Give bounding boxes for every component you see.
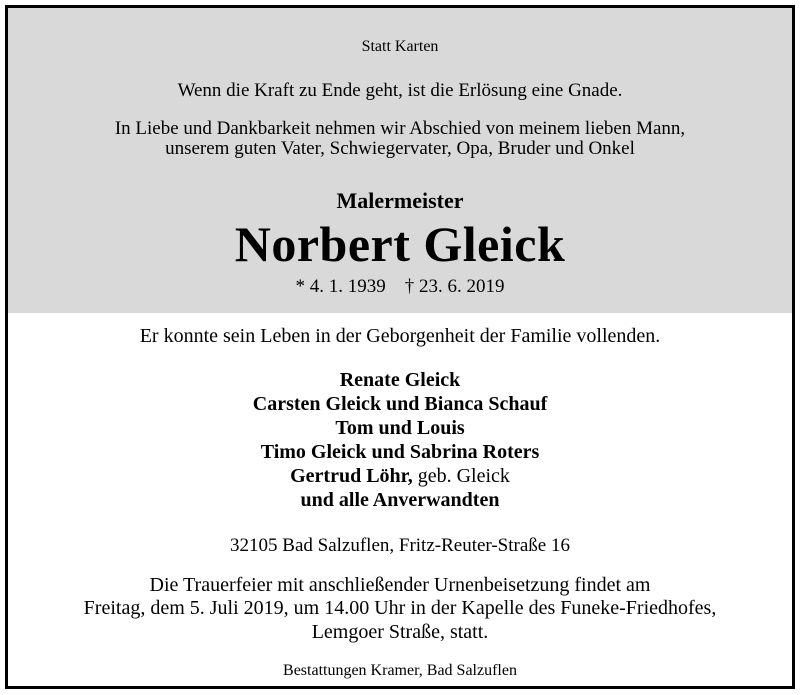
funeral-line-3: Lemgoer Straße, statt. [311, 621, 489, 643]
farewell-line-2: unserem guten Vater, Schwiegervater, Opa, Bruder und Onkel [165, 138, 635, 159]
life-dates: * 4. 1. 1939 † 23. 6. 2019 [295, 276, 505, 297]
mourner-5-name: Gertrud Löhr, [290, 465, 413, 487]
mourner-5 [8, 465, 792, 488]
profession: Malermeister [336, 188, 464, 213]
address: 32105 Bad Salzuflen, Fritz-Reuter-Straße 16 [230, 535, 570, 556]
funeral-line-1: Die Trauerfeier mit anschließender Urnenbeisetzung findet am [149, 574, 651, 596]
quote: Wenn die Kraft zu Ende geht, ist die Erlösung eine Gnade. [177, 80, 623, 101]
mourner-2: Carsten Gleick und Bianca Schauf [252, 393, 548, 415]
funeral-line-2: Freitag, dem 5. Juli 2019, um 14.00 Uhr in der Kapelle des Funeke-Friedhofes, [83, 597, 717, 619]
mourner-4: Timo Gleick und Sabrina Roters [260, 441, 540, 463]
statt-karten: Statt Karten [361, 38, 439, 55]
farewell-line-1: In Liebe und Dankbarkeit nehmen wir Abschied von meinem lieben Mann, [114, 118, 686, 139]
deceased-name: Norbert Gleick [234, 216, 566, 272]
relatives: und alle Anverwandten [300, 489, 500, 511]
obituary-notice [5, 5, 795, 689]
undertaker: Bestattungen Kramer, Bad Salzuflen [283, 662, 517, 679]
mourner-3: Tom und Louis [335, 417, 465, 439]
statement: Er konnte sein Leben in der Geborgenheit der Familie vollenden. [139, 325, 661, 347]
mourner-1: Renate Gleick [339, 369, 461, 391]
mourner-5-birthname: geb. Gleick [412, 465, 510, 487]
